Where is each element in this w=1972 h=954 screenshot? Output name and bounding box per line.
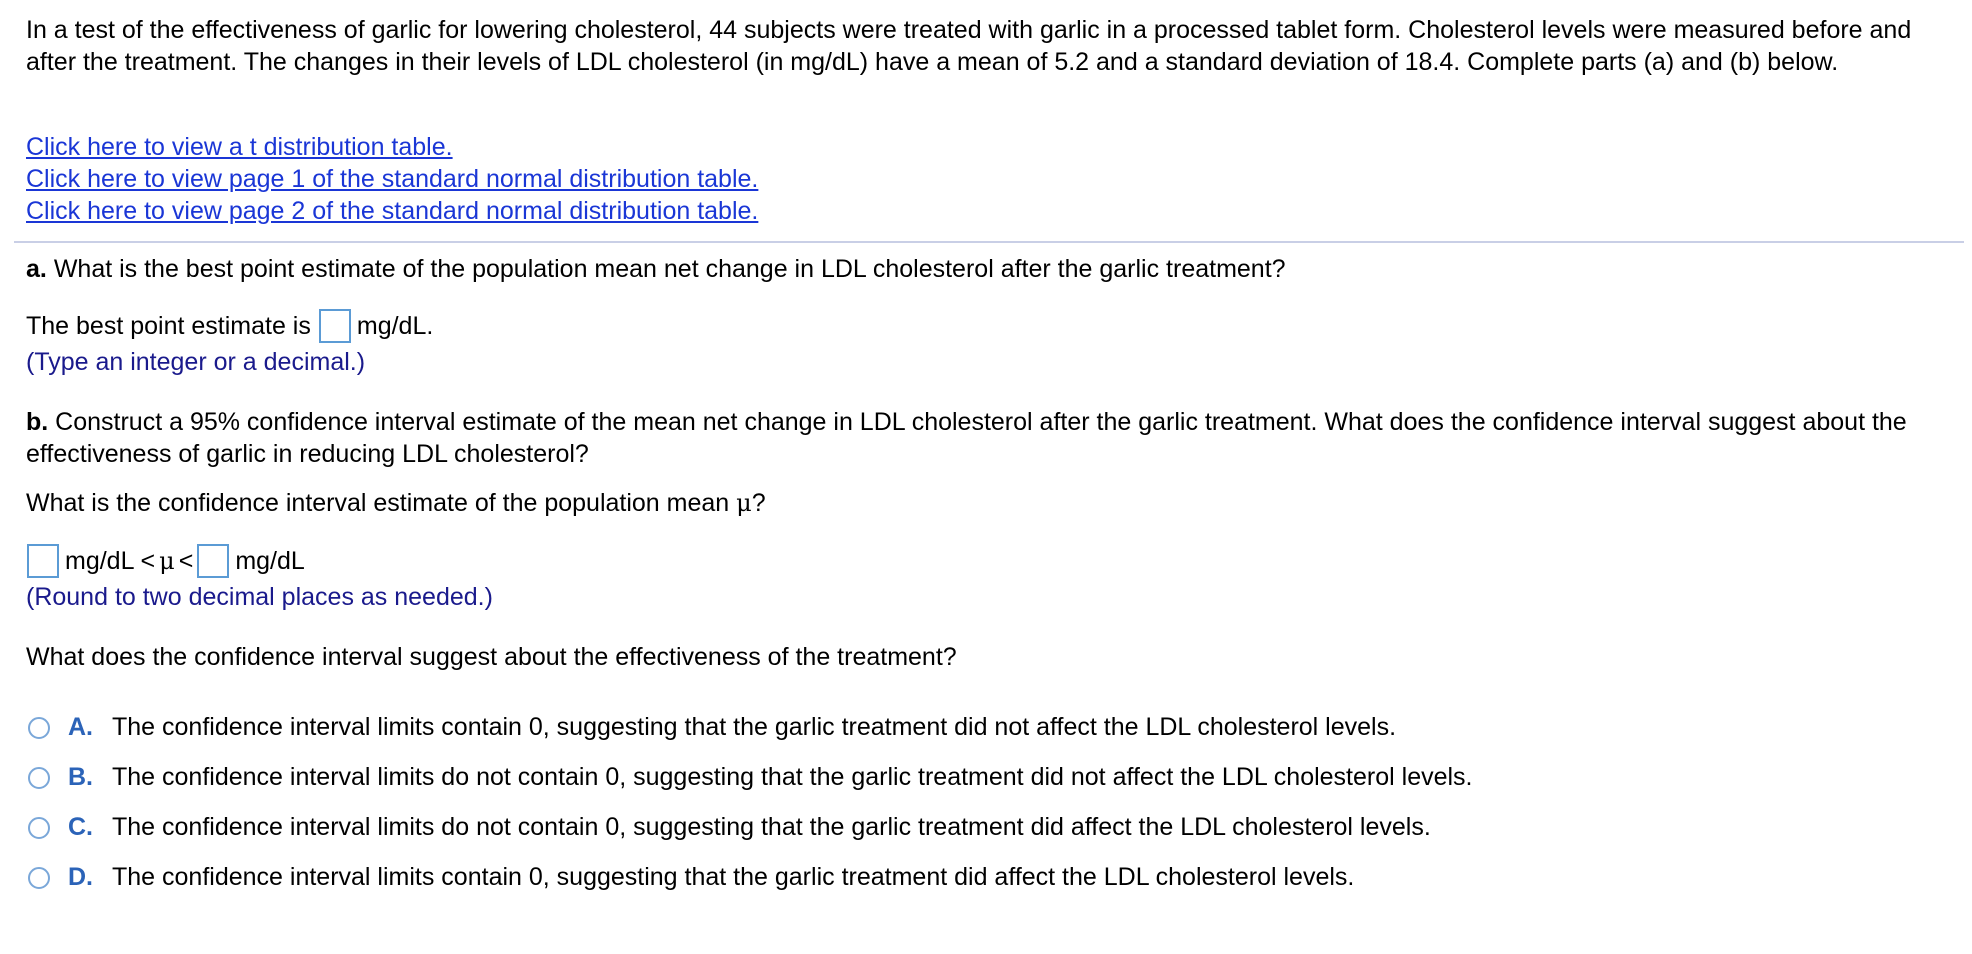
option-a-letter: A. <box>68 713 93 741</box>
problem-intro: In a test of the effectiveness of garlic for lowering cholesterol, 44 subjects were treated with garlic in a processed tablet form. Cholesterol levels were measured before and after the treatment. The changes in their levels of LDL cholesterol (in mg/dL) have a mean of 5.2 and a standard deviation of 18.4. Complete parts (a) and (b) below. <box>26 16 1912 76</box>
mu-symbol: μ <box>736 489 752 517</box>
option-a[interactable] <box>28 713 1396 742</box>
part-a-hint: (Type an integer or a decimal.) <box>26 348 366 376</box>
option-c[interactable] <box>28 813 1431 842</box>
part-b-hint: (Round to two decimal places as needed.) <box>26 583 493 611</box>
part-a-question-text: What is the best point estimate of the population mean net change in LDL cholesterol after the garlic treatment? <box>53 255 1286 283</box>
suggest-question: What does the confidence interval suggest about the effectiveness of the treatment? <box>26 643 957 671</box>
ci-mu-symbol: μ <box>159 547 175 575</box>
part-b-question-text: Construct a 95% confidence interval estimate of the mean net change in LDL cholesterol after the garlic treatment. What does the confidence interval suggest about the effectiveness of garlic in reducing LDL cholesterol? <box>26 408 1907 468</box>
ci-less-than: < <box>178 546 194 575</box>
radio-d[interactable] <box>28 867 50 889</box>
option-d-letter: D. <box>68 863 93 891</box>
ci-question-text: What is the confidence interval estimate of the population mean <box>26 489 737 517</box>
ci-question <box>26 489 766 518</box>
ci-question-end: ? <box>751 489 766 517</box>
normal-table-page1-link[interactable]: Click here to view page 1 of the standard normal distribution table. <box>26 165 759 193</box>
radio-b[interactable] <box>28 767 50 789</box>
radio-a[interactable] <box>28 717 50 739</box>
option-c-text: The confidence interval limits do not contain 0, suggesting that the garlic treatment did affect the LDL cholesterol levels. <box>112 813 1431 841</box>
point-estimate-input[interactable] <box>319 309 351 343</box>
radio-c[interactable] <box>28 817 50 839</box>
ci-upper-input[interactable] <box>197 544 229 578</box>
ci-lower-unit: mg/dL < <box>65 546 156 575</box>
option-d[interactable] <box>28 863 1354 892</box>
ci-lower-input[interactable] <box>27 544 59 578</box>
point-estimate-row <box>26 308 433 344</box>
option-d-text: The confidence interval limits contain 0, suggesting that the garlic treatment did affect the LDL cholesterol levels. <box>112 863 1355 891</box>
point-estimate-prefix: The best point estimate is <box>26 311 311 340</box>
t-distribution-table-link[interactable]: Click here to view a t distribution table. <box>26 133 453 161</box>
part-b-question <box>26 406 1951 470</box>
option-b[interactable] <box>28 763 1473 792</box>
ci-upper-unit: mg/dL <box>235 546 305 575</box>
normal-table-page2-link[interactable]: Click here to view page 2 of the standard normal distribution table. <box>26 197 759 225</box>
part-a-label: a. <box>26 255 47 283</box>
point-estimate-unit: mg/dL. <box>356 311 434 340</box>
option-a-text: The confidence interval limits contain 0, suggesting that the garlic treatment did not affect the LDL cholesterol levels. <box>112 713 1397 741</box>
option-b-text: The confidence interval limits do not contain 0, suggesting that the garlic treatment did not affect the LDL cholesterol levels. <box>112 763 1473 791</box>
part-b-label: b. <box>26 408 49 436</box>
option-b-letter: B. <box>68 763 93 791</box>
option-c-letter: C. <box>68 813 93 841</box>
section-divider <box>14 241 1964 243</box>
ci-input-row <box>27 543 305 579</box>
part-a-question <box>26 255 1286 284</box>
